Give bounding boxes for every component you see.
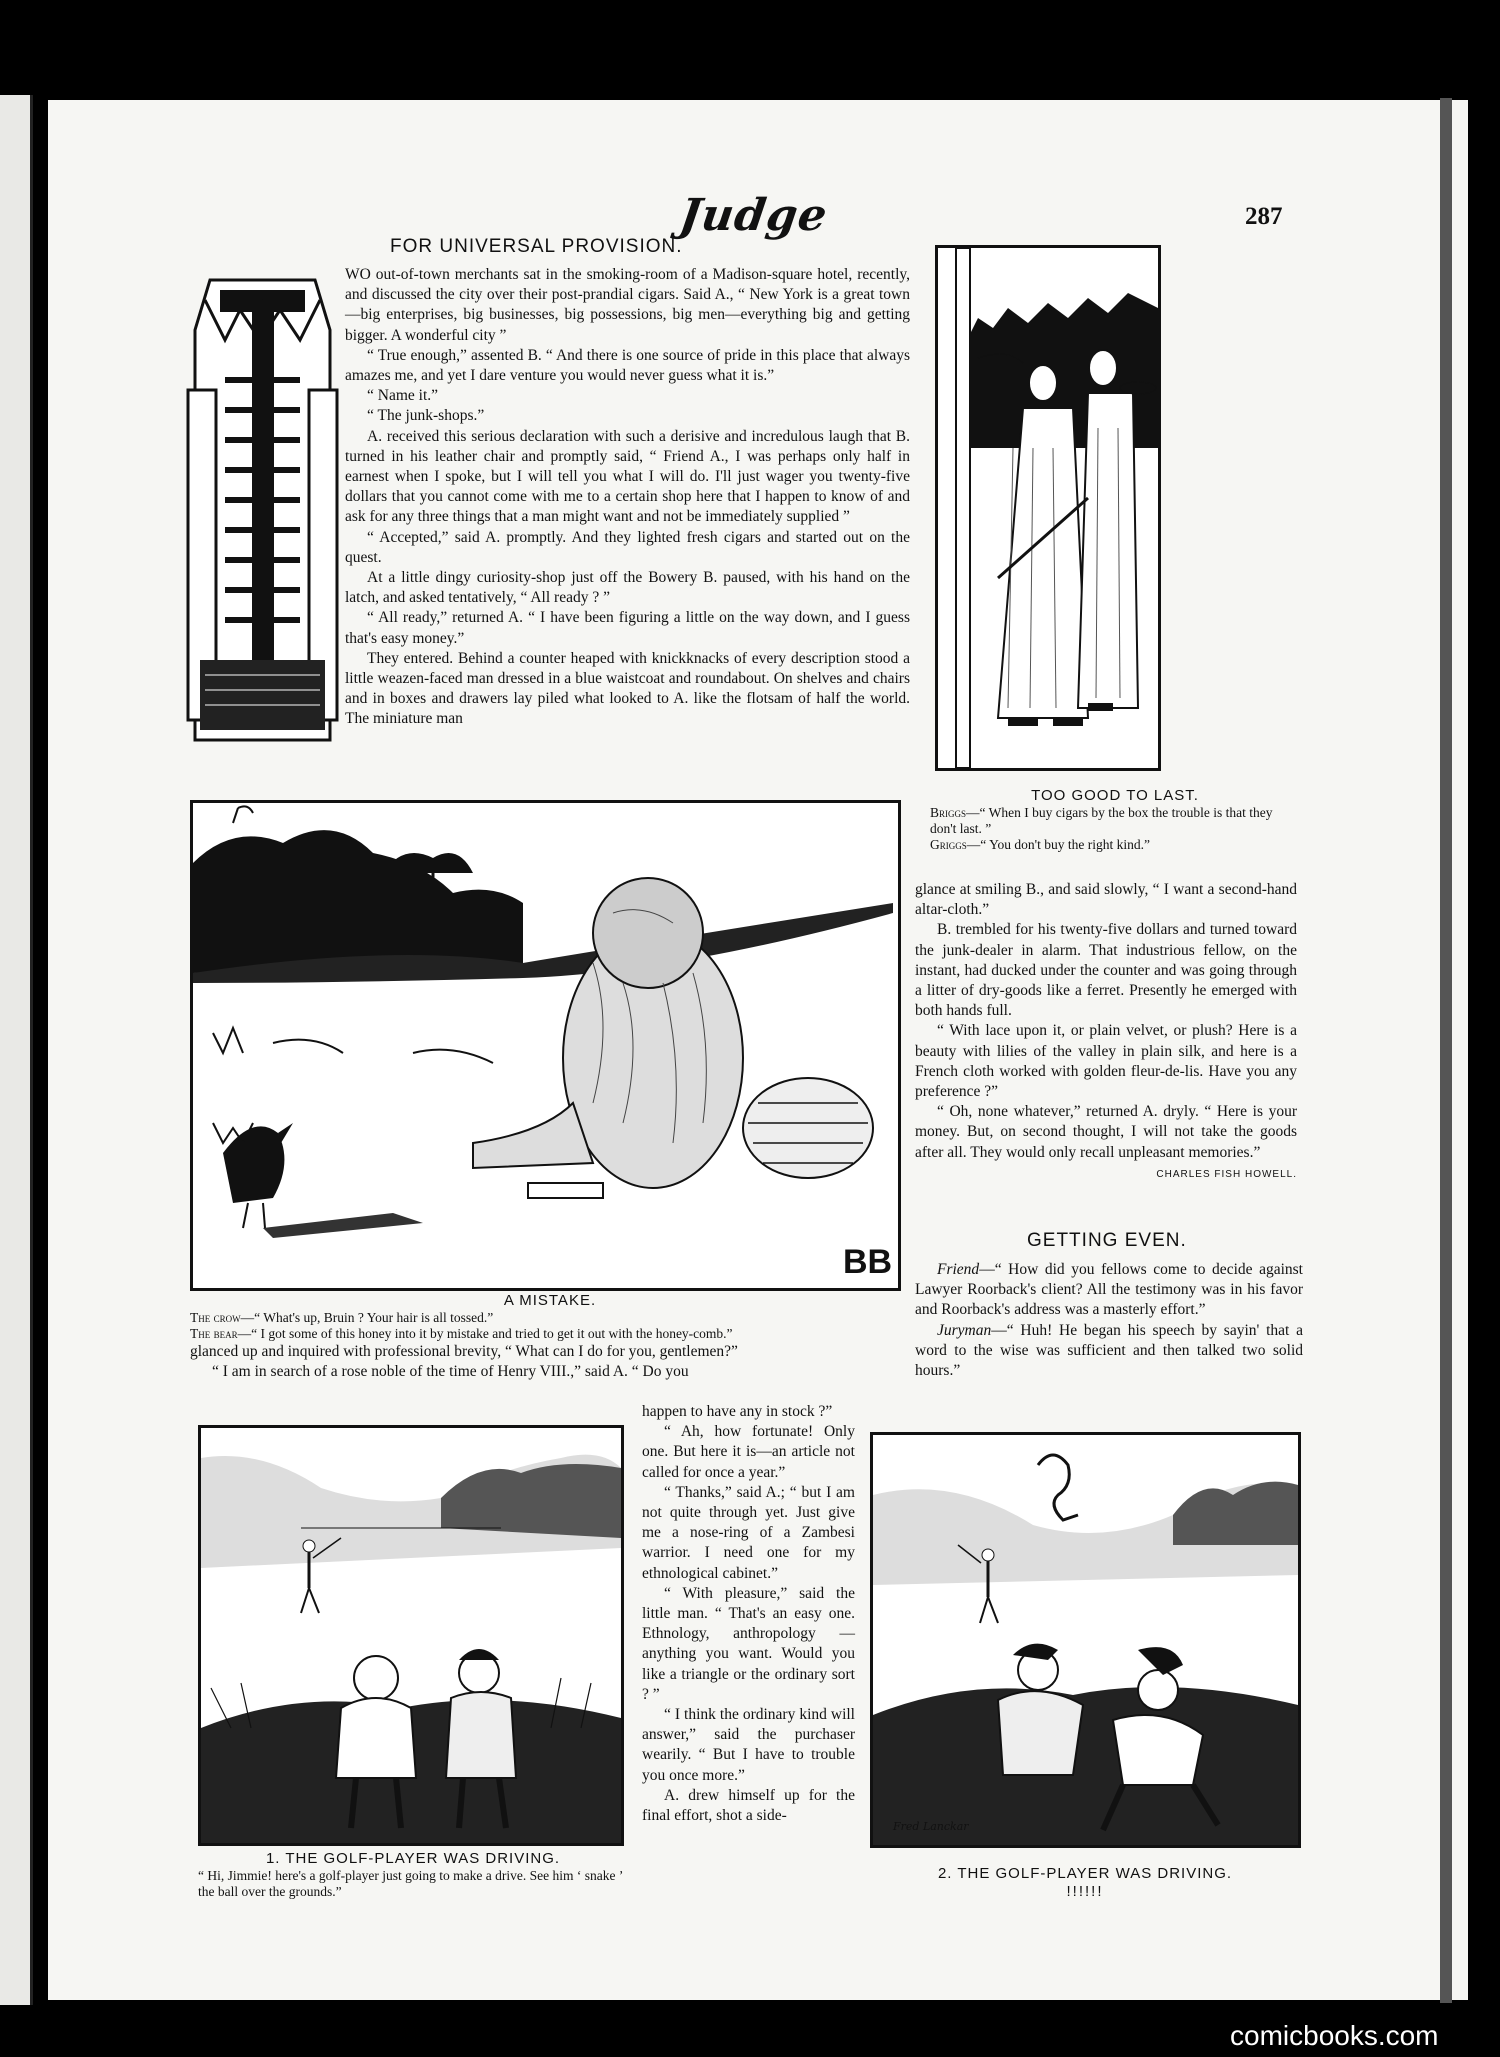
facing-page-edge xyxy=(0,95,33,2005)
page-spine xyxy=(1440,98,1452,2003)
dialogue: —“ When I buy cigars by the box the trouble is that they don't last. ” xyxy=(930,805,1273,836)
speaker: Briggs xyxy=(930,805,967,820)
paragraph: “ Ah, how fortunate! Only one. But here it is—an article not called for once a year.” xyxy=(642,1423,855,1481)
cartoon-gentlemen-illustration xyxy=(935,245,1161,771)
article-text-narrow xyxy=(642,1402,855,1826)
paragraph: “ The junk-shops.” xyxy=(367,407,485,425)
paragraph: WO out-of-town merchants sat in the smoking-room of a Madison-square hotel, recently, and discussed the city over their post-prandial cigars. Said A., “ New York is a great town—big enterprises, big businesses, big possessions, big men—everything big and getting bigger. A wonderful city ” xyxy=(345,266,910,344)
paragraph: “ Name it.” xyxy=(367,387,439,405)
dialogue: —“ I got some of this honey into it by mistake and tried to get it out with the honey-comb.” xyxy=(237,1326,733,1341)
golf-panel-1-illustration xyxy=(198,1425,624,1846)
article-title: FOR UNIVERSAL PROVISION. xyxy=(390,236,683,257)
paragraph: “ True enough,” assented B. “ And there is one source of pride in this place that always amazes me, and yet I dare venture you would never guess what it is.” xyxy=(345,346,910,385)
drop-cap-illustration xyxy=(180,270,345,760)
paragraph: “ With lace upon it, or plain velvet, or plush? Here is a beauty with lilies of the valley in plain silk, and here is a French cloth worked with golden fleur-de-lis. Have you any preference ?” xyxy=(915,1022,1297,1101)
cartoon-bear-illustration xyxy=(190,800,901,1291)
dialogue: —“ Huh! He began his speech by sayin' that a word to the wise was sufficient and then talked two solid hours.” xyxy=(915,1321,1303,1380)
article-text-middle xyxy=(190,1342,855,1382)
golf-panel-2-illustration xyxy=(870,1432,1301,1848)
caption-title: TOO GOOD TO LAST. xyxy=(1031,787,1199,804)
paragraph: A. drew himself up for the final effort, shot a side- xyxy=(642,1786,855,1825)
paragraph: “ I think the ordinary kind will answer,” said the purchaser wearily. “ But I have to trouble you once more.” xyxy=(642,1706,855,1784)
article-text-right xyxy=(915,880,1297,1185)
paragraph: “ With pleasure,” said the little man. “ That's an easy one. Ethnology, anthropology — anything you want. Would you like a triangle or the ordinary sort ? ” xyxy=(642,1584,855,1703)
paragraph: glance at smiling B., and said slowly, “ I want a second-hand altar-cloth.” xyxy=(915,881,1297,919)
paragraph: At a little dingy curiosity-shop just off the Bowery B. paused, with his hand on the latch, and asked tentatively, “ All ready ? ” xyxy=(345,569,910,607)
paragraph: “ Oh, none whatever,” returned A. dryly. “ Here is your money. But, on second thought, I will not take the goods after all. They would only recall unpleasant memories.” xyxy=(915,1103,1297,1161)
speaker: The bear xyxy=(190,1326,238,1341)
paragraph: B. trembled for his twenty-five dollars and turned toward the junk-dealer in alarm. That industrious fellow, on the instant, had ducked under the counter and was going through a litter of dry-goods like a ferret. Presently he emerged with both hands full. xyxy=(915,921,1297,1020)
dialogue: —“ How did you fellows come to decide against Lawyer Roorback's client? All the testimony was in his favor and Roorback's address was a masterly effort.” xyxy=(915,1261,1303,1319)
paragraph: happen to have any in stock ?” xyxy=(642,1403,833,1420)
speaker: Juryman xyxy=(937,1321,992,1339)
source-watermark: comicbooks.com xyxy=(1230,2020,1439,2051)
article-title: GETTING EVEN. xyxy=(1027,1230,1187,1251)
paragraph: “ I am in search of a rose noble of the time of Henry VIII.,” said A. “ Do you xyxy=(212,1363,689,1381)
page-number: 287 xyxy=(1245,203,1283,230)
caption-title: 2. THE GOLF-PLAYER WAS DRIVING. xyxy=(937,1865,1233,1882)
dialogue: —“ You don't buy the right kind.” xyxy=(966,837,1150,852)
caption-title: A MISTAKE. xyxy=(503,1292,597,1309)
speaker: The crow xyxy=(190,1310,241,1325)
paragraph: A. received this serious declaration with such a derisive and incredulous laugh that B. turned in his leather chair and promptly said, “ Friend A., I was perhaps only half in earnest when I spoke, but I will tell you what I will do. I'll just wager you twenty-five dollars that you cannot come with me to a certain shop here that I happen to know of and ask for any three things that a man might want and not be immediately supplied ” xyxy=(345,427,910,526)
article-text-top xyxy=(345,265,910,730)
drop-cap-letter: T xyxy=(262,300,263,301)
paragraph: “ All ready,” returned A. “ I have been figuring a little on the way down, and I guess that's easy money.” xyxy=(345,609,910,647)
dialogue: “ Hi, Jimmie! here's a golf-player just going to make a drive. See him ‘ snake ’ the ball over the grounds.” xyxy=(198,1868,623,1899)
golf-panel-2-caption xyxy=(870,1865,1300,1901)
cartoon-bear-caption xyxy=(190,1292,910,1342)
artist-signature: Fred Lanckar xyxy=(893,1820,969,1833)
golf-panel-1-caption xyxy=(198,1850,628,1900)
paragraph: They entered. Behind a counter heaped with knickknacks of every description stood a little weazen-faced man dressed in a blue waistcoat and roundabout. On shelves and chairs and in boxes and drawers lay piled what looked to A. like the flotsam of half the world. The miniature man xyxy=(345,649,910,728)
speaker: Griggs xyxy=(930,837,967,852)
paragraph: glanced up and inquired with professional brevity, “ What can I do for you, gentlemen?” xyxy=(190,1343,738,1360)
dialogue: —“ What's up, Bruin ? Your hair is all tossed.” xyxy=(240,1310,494,1325)
exclamation: !!!!!! xyxy=(1066,1883,1104,1900)
artist-monogram: BB xyxy=(843,1243,893,1281)
paragraph: “ Accepted,” said A. promptly. And they lighted fresh cigars and started out on the quest. xyxy=(345,528,910,566)
paragraph: “ Thanks,” said A.; “ but I am not quite through yet. Just give me a nose-ring of a Zambesi warrior. I need one for my ethnological cabinet.” xyxy=(642,1483,855,1582)
masthead: Judge xyxy=(676,190,831,241)
article-2-text xyxy=(915,1260,1303,1381)
cartoon-gentlemen-caption xyxy=(930,787,1300,853)
author-signature: CHARLES FISH HOWELL. xyxy=(1156,1168,1297,1180)
caption-title: 1. THE GOLF-PLAYER WAS DRIVING. xyxy=(265,1850,561,1867)
speaker: Friend xyxy=(937,1261,980,1278)
